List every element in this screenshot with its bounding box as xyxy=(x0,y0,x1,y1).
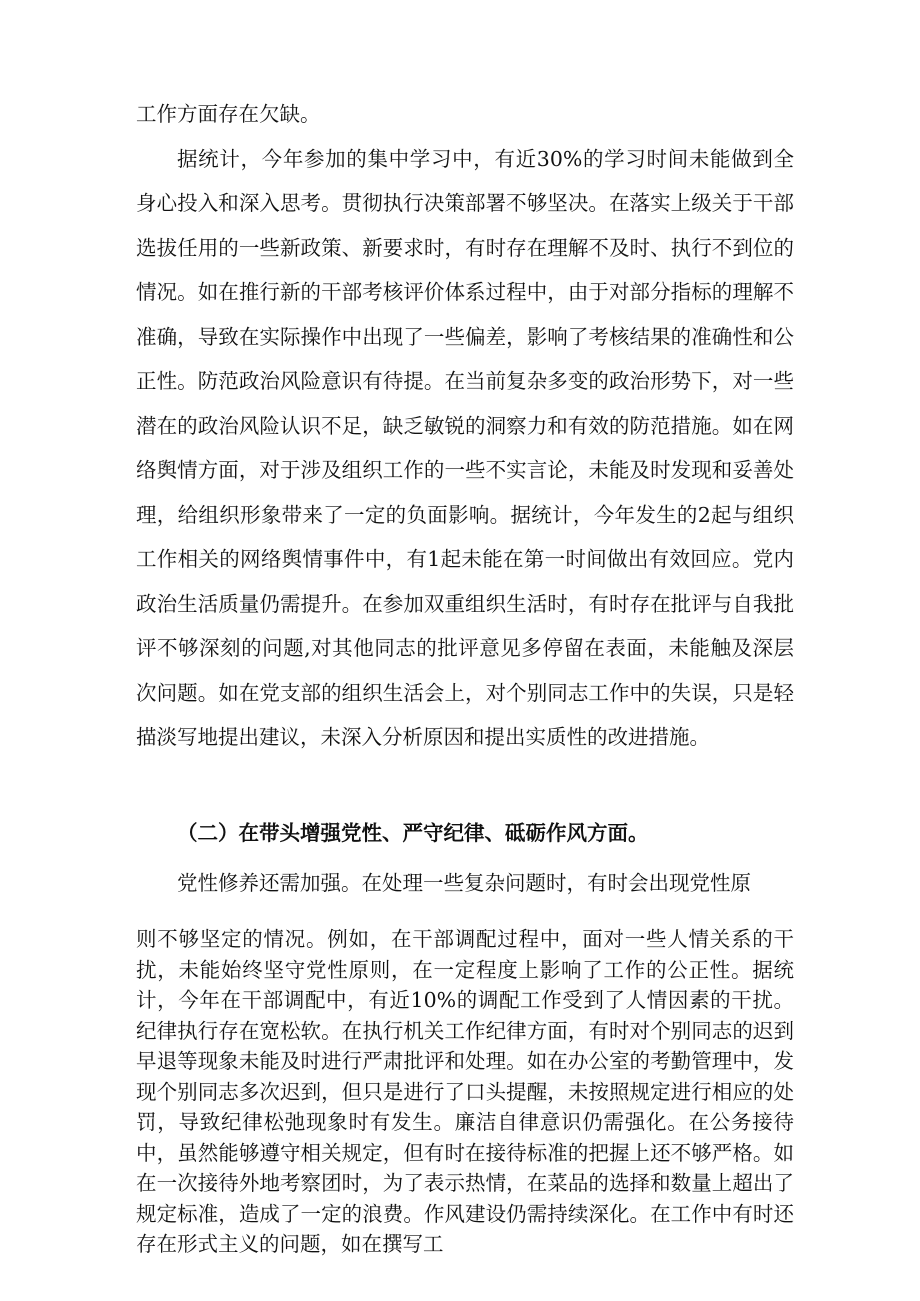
paragraph-intro-tail: 工作方面存在欠缺。 xyxy=(136,102,321,126)
paragraph-party-lead: 党性修养还需加强。在处理一些复杂问题时，有时会出现党性原 xyxy=(177,871,751,895)
section-heading: （二）在带头增强党性、严守纪律、砥砺作风方面。 xyxy=(177,821,649,845)
paragraph-party-rest: 则不够坚定的情况。例如，在干部调配过程中，面对一些人情关系的干扰，未能始终坚守党性原则，在一定程度上影响了工作的公正性。据统计，今年在干部调配中，有近10%的调配工作受到了人情因素的干扰。纪律执行存在宽松软。在执行机关工作纪律方面，有时对个别同志的迟到早退等现象未能及时进行严肃批评和处理。如在办公室的考勤管理中，发现个别同志多次迟到，但只是进行了口头提醒，未按照规定进行相应的处罚，导致纪律松弛现象时有发生。廉洁自律意识仍需强化。在公务接待中，虽然能够遵守相关规定，但有时在接待标准的把握上还不够严格。如在一次接待外地考察团时，为了表示热情，在菜品的选择和数量上超出了规定标准，造成了一定的浪费。作风建设仍需持续深化。在工作中有时还存在形式主义的问题，如在撰写工 xyxy=(136,927,794,1256)
section-one-body xyxy=(136,92,794,760)
paragraph-statistics: 据统计，今年参加的集中学习中，有近30%的学习时间未能做到全身心投入和深入思考。贯彻执行决策部署不够坚决。在落实上级关于干部选拔任用的一些新政策、新要求时，有时存在理解不及时、执行不到位的情况。如在推行新的干部考核评价体系过程中，由于对部分指标的理解不准确，导致在实际操作中出现了一些偏差，影响了考核结果的准确性和公正性。防范政治风险意识有待提。在当前复杂多变的政治形势下，对一些潜在的政治风险认识不足，缺乏敏锐的洞察力和有效的防范措施。如在网络舆情方面，对于涉及组织工作的一些不实言论，未能及时发现和妥善处理，给组织形象带来了一定的负面影响。据统计，今年发生的2起与组织工作相关的网络舆情事件中，有1起未能在第一时间做出有效回应。党内政治生活质量仍需提升。在参加双重组织生活时，有时存在批评与自我批评不够深刻的问题,对其他同志的批评意见多停留在表面，未能触及深层次问题。如在党支部的组织生活会上，对个别同志工作中的失误，只是轻描淡写地提出建议，未深入分析原因和提出实质性的改进措施。 xyxy=(136,146,794,749)
